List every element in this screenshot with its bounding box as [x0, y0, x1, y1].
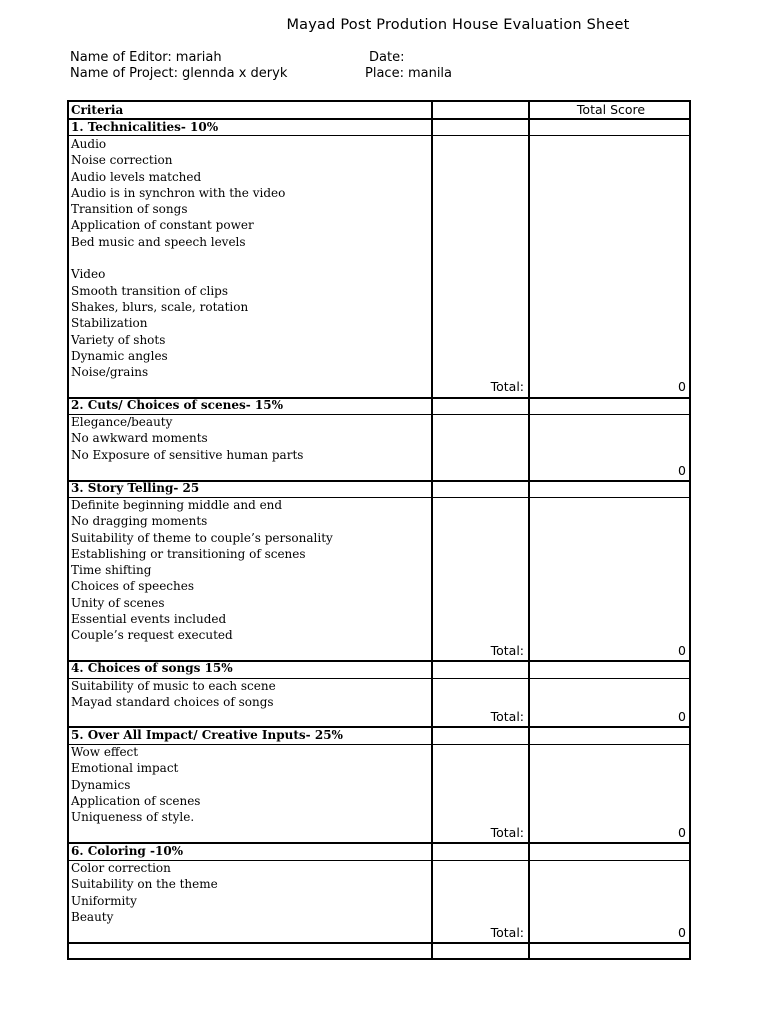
evaluation-table [67, 100, 691, 960]
criteria-item: Definite beginning middle and end [71, 498, 283, 512]
criteria-item: Uniqueness of style. [71, 810, 195, 825]
criteria-item: Noise correction [71, 153, 173, 168]
criteria-item: Time shifting [71, 563, 152, 578]
criteria-item: Transition of songs [71, 202, 188, 217]
editor-label: Name of Editor: [70, 50, 172, 65]
criteria-item: Establishing or transitioning of scenes [71, 546, 306, 561]
criteria-list [71, 136, 285, 380]
criteria-item: Dynamic angles [71, 348, 168, 363]
criteria-item: Variety of shots [71, 332, 166, 347]
criteria-item: Noise/grains [71, 365, 149, 380]
header-total-score: Total Score [576, 102, 646, 117]
criteria-item: Color correction [71, 861, 171, 875]
project-value: glennda x deryk [182, 66, 288, 81]
date-line [369, 50, 408, 65]
section-total-value: 0 [678, 825, 686, 840]
criteria-item: Video [71, 267, 106, 282]
place-value: manila [407, 66, 453, 81]
criteria-item [71, 250, 285, 266]
section-heading: 5. Over All Impact/ Creative Inputs- 25% [71, 728, 343, 742]
editor-value: mariah [175, 50, 222, 65]
editor-line [70, 50, 222, 65]
section-heading: 4. Choices of songs 15% [71, 661, 233, 675]
criteria-item: Audio [71, 137, 107, 151]
criteria-item: Suitability on the theme [71, 877, 218, 892]
criteria-list [71, 744, 200, 825]
criteria-list [71, 860, 218, 925]
criteria-item: Wow effect [71, 745, 139, 759]
criteria-item: Audio levels matched [71, 169, 202, 184]
total-label: Total: [490, 643, 524, 658]
place-label: Place: [365, 66, 404, 81]
criteria-item: Application of constant power [71, 218, 254, 233]
criteria-item: Bed music and speech levels [71, 234, 246, 249]
criteria-item: Emotional impact [71, 761, 179, 776]
column-divider [528, 102, 530, 958]
criteria-item: Application of scenes [71, 793, 201, 808]
criteria-item: Choices of speeches [71, 579, 194, 594]
place-line [365, 66, 452, 81]
criteria-item: Beauty [71, 909, 114, 924]
section-heading: 1. Technicalities- 10% [71, 120, 219, 134]
criteria-item: Stabilization [71, 316, 148, 331]
criteria-item: No dragging moments [71, 514, 208, 529]
project-line [70, 66, 287, 81]
row-divider [69, 942, 689, 944]
date-label: Date: [369, 50, 405, 65]
criteria-item: Smooth transition of clips [71, 283, 228, 298]
criteria-list [71, 497, 333, 644]
total-label: Total: [490, 825, 524, 840]
section-heading: 2. Cuts/ Choices of scenes- 15% [71, 398, 283, 412]
total-label: Total: [490, 925, 524, 940]
criteria-list [71, 414, 303, 463]
criteria-item: No awkward moments [71, 431, 208, 446]
criteria-item: Unity of scenes [71, 595, 165, 610]
criteria-item: Couple’s request executed [71, 628, 233, 643]
criteria-item: Dynamics [71, 777, 131, 792]
criteria-item: Essential events included [71, 612, 227, 627]
section-heading: 6. Coloring -10% [71, 844, 184, 858]
header-criteria: Criteria [71, 103, 124, 117]
section-total-value: 0 [678, 379, 686, 394]
criteria-item: Audio is in synchron with the video [71, 185, 286, 200]
criteria-item: Suitability of music to each scene [71, 679, 276, 693]
project-label: Name of Project: [70, 66, 179, 81]
section-total-value: 0 [678, 709, 686, 724]
criteria-item: No Exposure of sensitive human parts [71, 447, 304, 462]
criteria-item: Suitability of theme to couple’s personality [71, 530, 333, 545]
section-total-value: 0 [678, 643, 686, 658]
column-divider [431, 102, 433, 958]
criteria-item: Elegance/beauty [71, 415, 173, 429]
section-heading: 3. Story Telling- 25 [71, 481, 200, 495]
criteria-item: Uniformity [71, 893, 137, 908]
section-total-value: 0 [678, 463, 686, 478]
total-label: Total: [490, 709, 524, 724]
criteria-item: Shakes, blurs, scale, rotation [71, 299, 249, 314]
criteria-list [71, 678, 276, 711]
sheet-title: Mayad Post Prodution House Evaluation Sheet [286, 17, 630, 33]
section-total-value: 0 [678, 925, 686, 940]
total-label: Total: [490, 379, 524, 394]
criteria-item: Mayad standard choices of songs [71, 695, 274, 710]
